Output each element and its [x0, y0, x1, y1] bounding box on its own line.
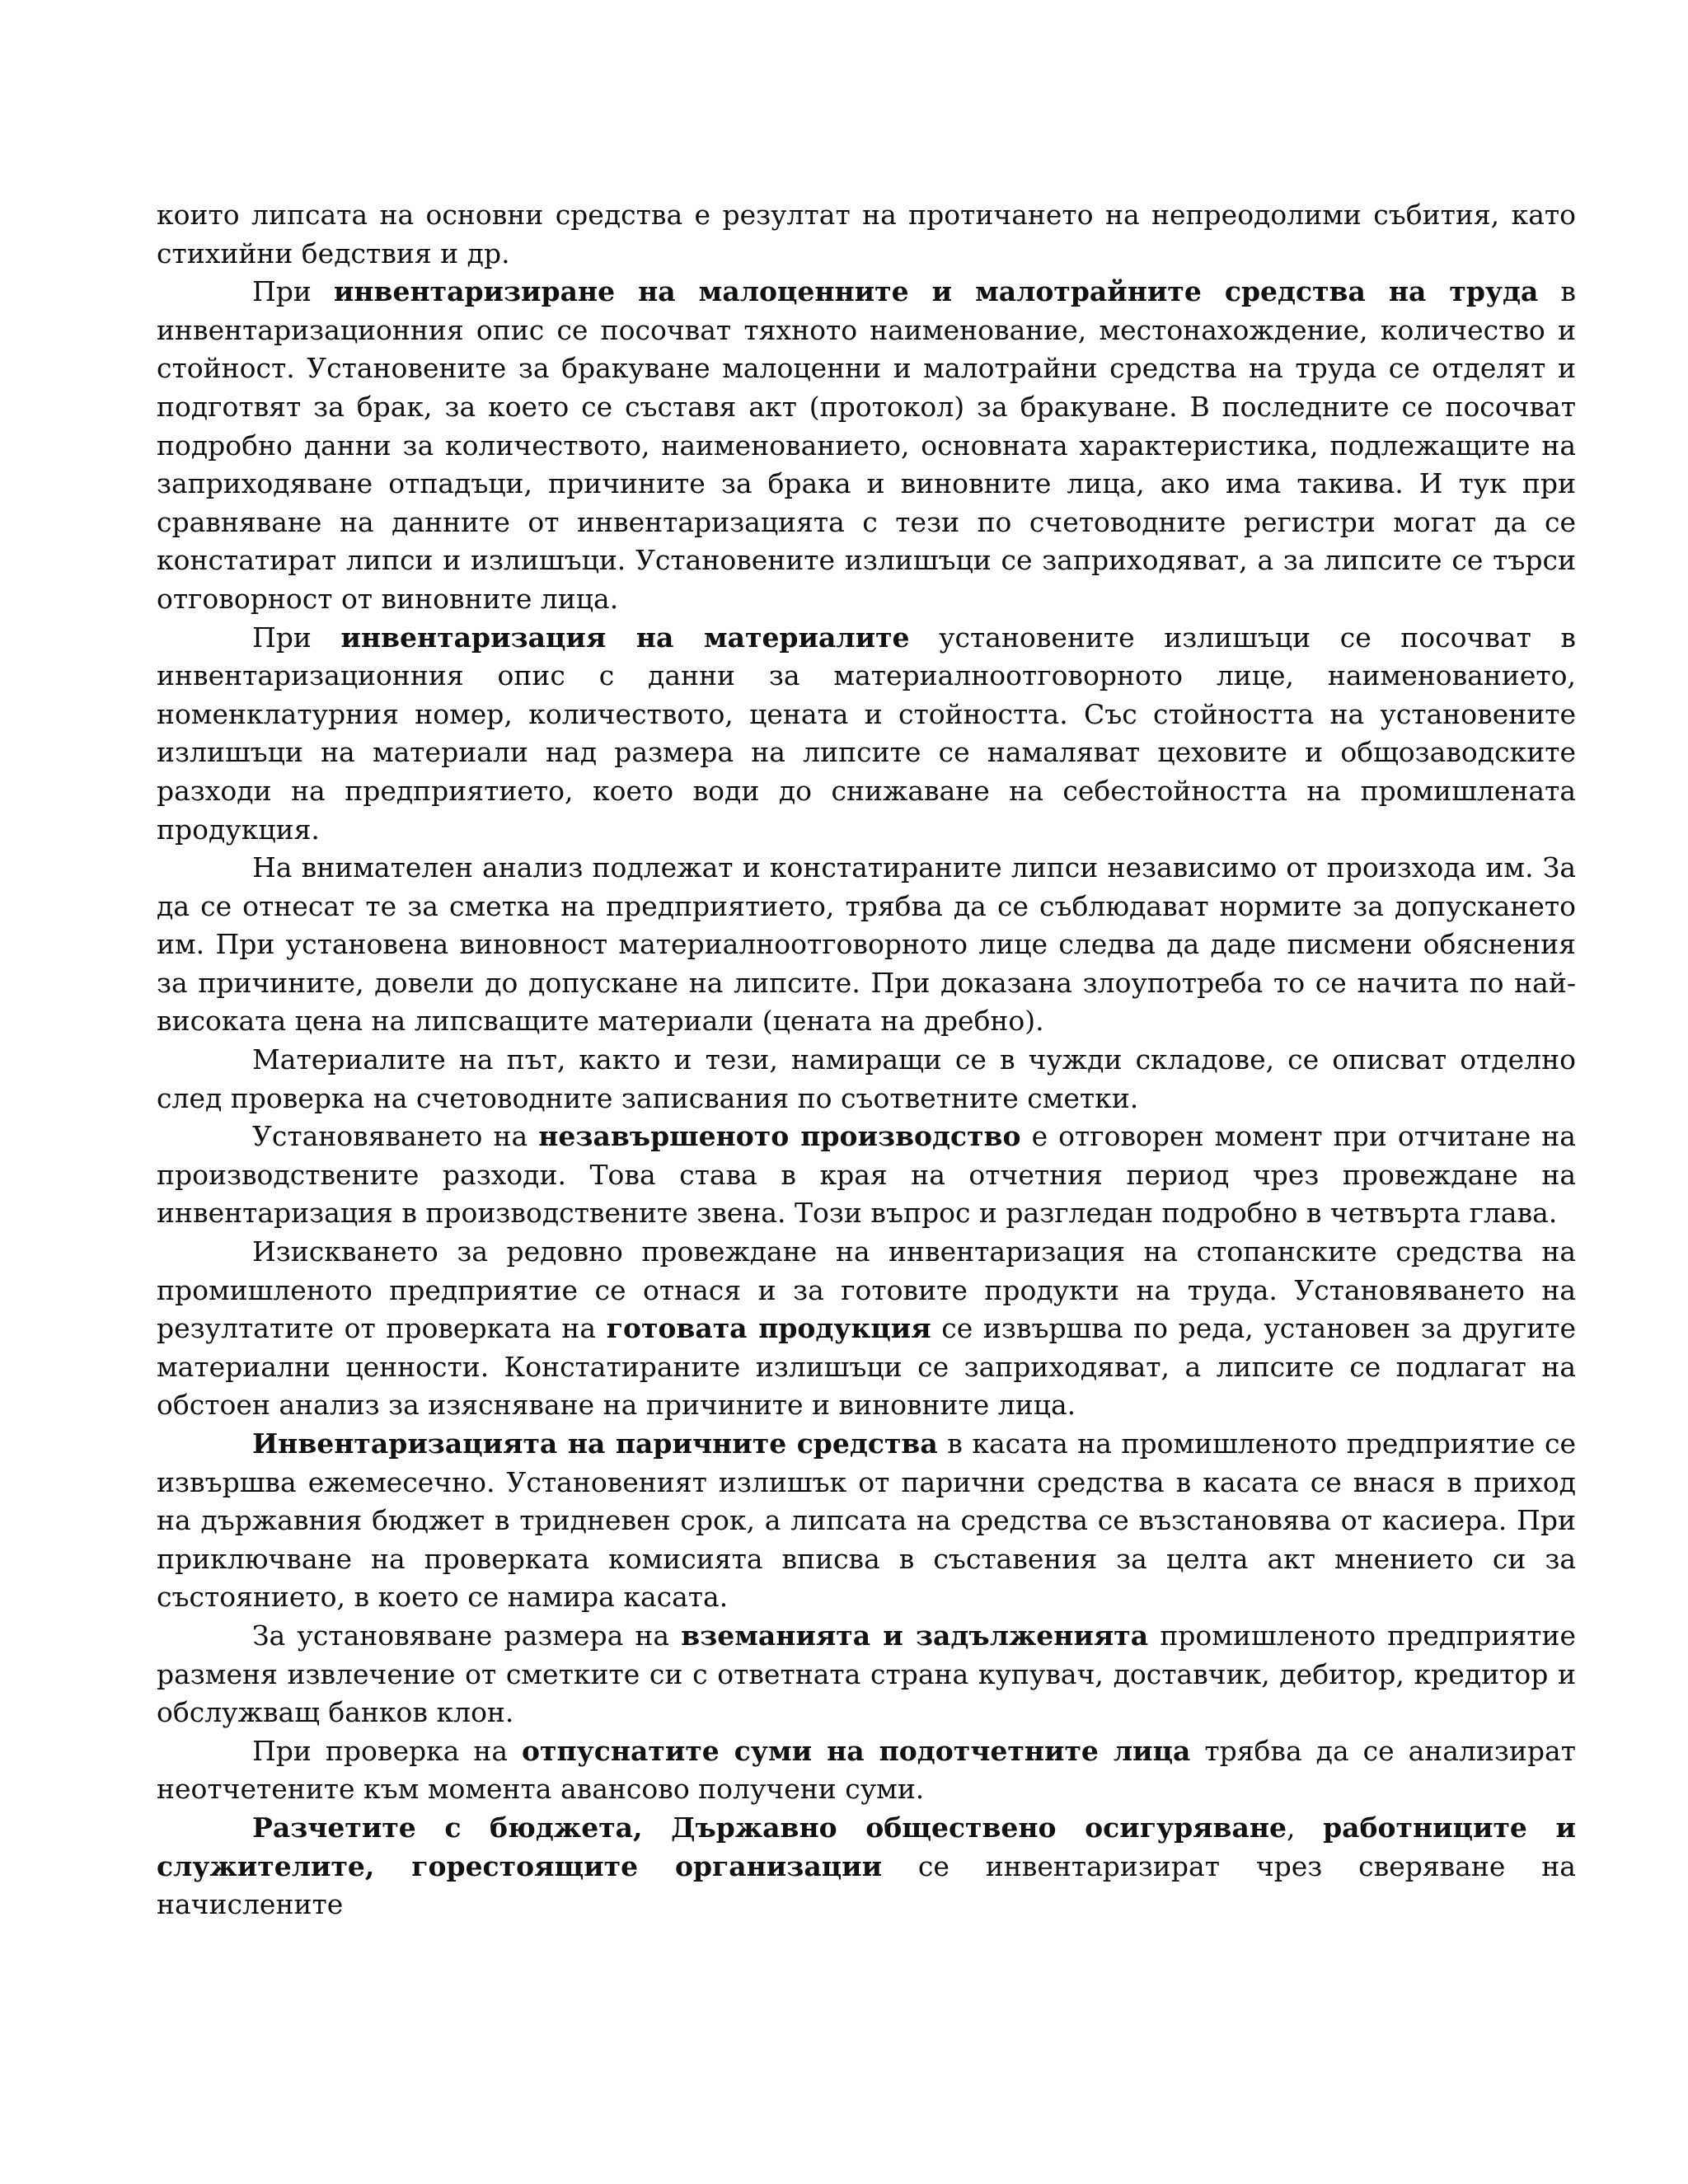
paragraph-text: Материалите на път, както и тези, намиращи се в чужди складове, се описват отделно след проверка на счетоводните записвания по съответните сметки.: [157, 1043, 1576, 1114]
paragraph-materials: [157, 619, 1576, 850]
paragraph-text: в касата на промишленото предприятие се извършва ежемесечно. Установеният излишък от парични средства в касата се внася в приход на държавния бюджет в тридневен срок, а липсата на средства се възстановява от касиера. При приключване на проверката комисията вписва в съставения за целта акт мнението си за състоянието, в което се намира касата.: [157, 1427, 1576, 1614]
paragraph-receivables-payables: [157, 1617, 1576, 1732]
bold-term: инвентаризиране на малоценните и малотрайните средства на труда: [333, 275, 1539, 308]
paragraph-text: се инвентаризират чрез сверяване на начислените: [157, 1849, 1576, 1921]
paragraph-text: трябва да се анализират неотчетените към момента авансово получени суми.: [157, 1734, 1576, 1806]
paragraph-text: които липсата на основни средства е резултат на протичането на непреодолими събития, като стихийни бедствия и др.: [157, 199, 1576, 269]
paragraph-materials-in-transit: [157, 1041, 1576, 1118]
paragraph-shortages-analysis: [157, 849, 1576, 1041]
paragraph-work-in-progress: [157, 1118, 1576, 1233]
document-page: [157, 196, 1576, 1924]
paragraph-text: При: [252, 621, 341, 654]
paragraph-text: При проверка на: [252, 1734, 523, 1767]
bold-term: вземанията и задълженията: [681, 1619, 1149, 1652]
paragraph-text: Установяването на: [252, 1120, 539, 1153]
bold-term: готовата продукция: [606, 1312, 931, 1345]
paragraph-low-value-assets: [157, 273, 1576, 618]
paragraph-text: За установяване размера на: [252, 1619, 682, 1652]
paragraph-text: установените излишъци се посочват в инвентаризационния опис с данни за материалноотговорното лице, наименованието, номенклатурния номер, количеството, цената и стойността. Със стойността на установените излишъци на материали над размера на липсите се намаляват цеховите и общозаводските разходи на предприятието, което води до снижаване на себестойността на промишлената продукция.: [157, 621, 1577, 846]
bold-term: Разчетите с бюджета, Държавно обществено осигуряване: [252, 1811, 1287, 1844]
paragraph-text: ,: [1287, 1811, 1324, 1844]
paragraph-cash: [157, 1425, 1576, 1617]
bold-term: Инвентаризацията на паричните средства: [252, 1427, 938, 1460]
paragraph-text: Изискването за редовно провеждане на инвентаризация на стопанските средства на промишленото предприятие се отнася и за готовите продукти на труда. Установяването на резултатите от проверката на: [157, 1235, 1576, 1345]
paragraph-finished-goods: [157, 1233, 1576, 1425]
paragraph-text: На внимателен анализ подлежат и констатираните липси независимо от произхода им. За да се отнесат те за сметка на предприятието, трябва да се съблюдават нормите за допускането им. При установена виновност материалноотговорното лице следва да даде писмени обяснения за причините, довели до допускане на липсите. При доказана злоупотреба то се начита по най- високата цена на липсващите материали (цената на дребно).: [157, 851, 1576, 1038]
bold-term: отпуснатите суми на подотчетните лица: [522, 1734, 1191, 1767]
bold-term: незавършеното производство: [538, 1120, 1021, 1153]
paragraph-text: е отговорен момент при отчитане на производствените разходи. Това става в края на отчетния период чрез провеждане на инвентаризация в производствените звена. Този въпрос и разгледан подробно в четвърта глава.: [157, 1120, 1576, 1230]
paragraph-text: промишленото предприятие разменя извлечение от сметките си с ответната страна купувач, доставчик, дебитор, кредитор и обслужващ банков клон.: [157, 1619, 1576, 1729]
bold-term: работниците и служителите, горестоящите организации: [157, 1811, 1576, 1882]
bold-term: инвентаризация на материалите: [340, 621, 910, 654]
paragraph-accountable-persons: [157, 1732, 1576, 1809]
paragraph-continuation: [157, 196, 1576, 273]
paragraph-settlements: [157, 1809, 1576, 1924]
paragraph-text: в инвентаризационния опис се посочват тяхното наименование, местонахождение, количество и стойност. Установените за бракуване малоценни и малотрайни средства на труда се отделят и подготвят за брак, за което се съставя акт (протокол) за бракуване. В последните се посочват подробно данни за количеството, наименованието, основната характеристика, подлежащите на заприходяване отпадъци, причините за брака и виновните лица, ако има такива. И тук при сравняване на данните от инвентаризацията с тези по счетоводните регистри могат да се констатират липси и излишъци. Установените излишъци се заприходяват, а за липсите се търси отговорност от виновните лица.: [157, 275, 1576, 615]
paragraph-text: се извършва по реда, установен за другите материални ценности. Констатираните излишъци се заприходяват, а липсите се подлагат на обстоен анализ за изясняване на причините и виновните лица.: [157, 1312, 1577, 1422]
paragraph-text: При: [252, 275, 334, 308]
